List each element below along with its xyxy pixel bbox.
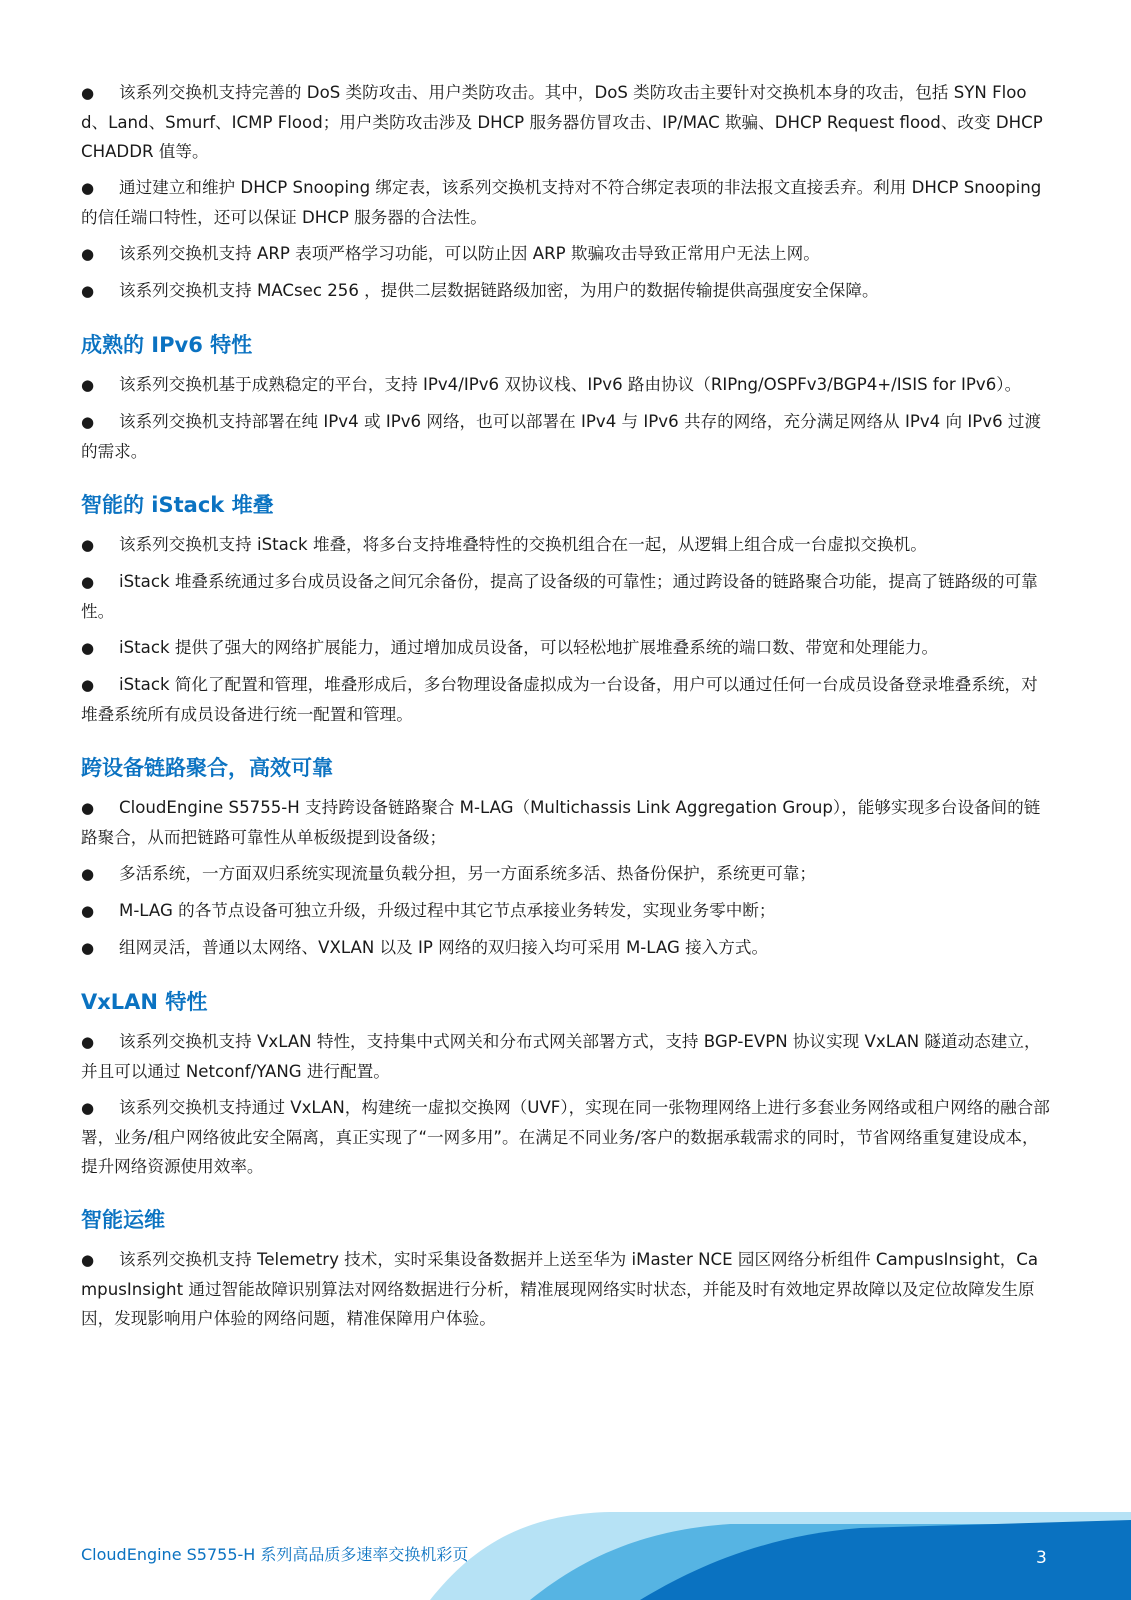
- bullet-dot-icon: ●: [81, 84, 95, 102]
- bullet-dot-icon: ●: [81, 799, 95, 817]
- bullet-text: iStack 堆叠系统通过多台成员设备之间冗余备份，提高了设备级的可靠性；通过跨设备的链路聚合功能，提高了链路级的可靠性。: [81, 572, 1038, 621]
- bullet-dot-icon: ●: [81, 573, 95, 591]
- bullet-dot-icon: ●: [81, 639, 95, 657]
- bullet-dot-icon: ●: [81, 245, 95, 263]
- footer-title: CloudEngine S5755-H 系列高品质多速率交换机彩页: [81, 1545, 469, 1564]
- page-number: 3: [1036, 1548, 1047, 1568]
- bullet-text: 该系列交换机支持 MACsec 256 ，提供二层数据链路级加密，为用户的数据传输提供高强度安全保障。: [119, 281, 879, 300]
- bullet-dot-icon: ●: [81, 1251, 95, 1269]
- bullet-text: 该系列交换机支持完善的 DoS 类防攻击、用户类防攻击。其中，DoS 类防攻击主要针对交换机本身的攻击，包括 SYN Flood、Land、Smurf、ICMP Flood；用户类防攻击涉及 DHCP 服务器仿冒攻击、IP/MAC 欺骗、DHCP Request flood、改变 DHCP CHADDR 值等。: [81, 83, 1043, 161]
- bullet-item: [81, 1093, 1051, 1181]
- bullet-text: 组网灵活，普通以太网络、VXLAN 以及 IP 网络的双归接入均可采用 M-LAG 接入方式。: [119, 938, 769, 957]
- bullet-dot-icon: ●: [81, 902, 95, 920]
- bullet-item: [81, 633, 1051, 663]
- bullet-dot-icon: ●: [81, 413, 95, 431]
- bullet-text: iStack 简化了配置和管理，堆叠形成后，多台物理设备虚拟成为一台设备，用户可以通过任何一台成员设备登录堆叠系统，对堆叠系统所有成员设备进行统一配置和管理。: [81, 675, 1038, 724]
- bullet-text: 多活系统，一方面双归系统实现流量负载分担，另一方面系统多活、热备份保护，系统更可靠；: [119, 864, 816, 883]
- section-heading: 成熟的 IPv6 特性: [81, 333, 253, 357]
- bullet-dot-icon: ●: [81, 179, 95, 197]
- bullet-item: [81, 933, 1051, 963]
- bullet-dot-icon: ●: [81, 939, 95, 957]
- bullet-text: M-LAG 的各节点设备可独立升级，升级过程中其它节点承接业务转发，实现业务零中断；: [119, 901, 776, 920]
- bullet-text: 该系列交换机基于成熟稳定的平台，支持 IPv4/IPv6 双协议栈、IPv6 路由协议（RIPng/OSPFv3/BGP4+/ISIS for IPv6）。: [119, 375, 1022, 394]
- bullet-dot-icon: ●: [81, 376, 95, 394]
- bullet-text: 该系列交换机支持 VxLAN 特性，支持集中式网关和分布式网关部署方式，支持 BGP-EVPN 协议实现 VxLAN 隧道动态建立，并且可以通过 Netconf/YANG 进行配置。: [81, 1032, 1041, 1081]
- bullet-text: 通过建立和维护 DHCP Snooping 绑定表，该系列交换机支持对不符合绑定表项的非法报文直接丢弃。利用 DHCP Snooping 的信任端口特性，还可以保证 DHCP 服务器的合法性。: [81, 178, 1042, 227]
- bullet-text: 该系列交换机支持部署在纯 IPv4 或 IPv6 网络，也可以部署在 IPv4 与 IPv6 共存的网络，充分满足网络从 IPv4 向 IPv6 过渡的需求。: [81, 412, 1042, 461]
- bullet-item: [81, 1027, 1051, 1086]
- bullet-text: 该系列交换机支持 Telemetry 技术，实时采集设备数据并上送至华为 iMaster NCE 园区网络分析组件 CampusInsight，CampusInsight 通过智能故障识别算法对网络数据进行分析，精准展现网络实时状态，并能及时有效地定界故障以及定位故障发生原因，发现影响用户体验的网络问题，精准保障用户体验。: [81, 1250, 1039, 1328]
- bullet-text: 该系列交换机支持通过 VxLAN，构建统一虚拟交换网（UVF），实现在同一张物理网络上进行多套业务网络或租户网络的融合部署，业务/租户网络彼此安全隔离，真正实现了“一网多用”。在满足不同业务/客户的数据承载需求的同时，节省网络重复建设成本，提升网络资源使用效率。: [81, 1098, 1050, 1176]
- bullet-item: [81, 78, 1051, 166]
- bullet-item: [81, 530, 1051, 560]
- bullet-item: [81, 276, 1051, 306]
- section-heading: 智能运维: [81, 1208, 165, 1232]
- bullet-text: 该系列交换机支持 ARP 表项严格学习功能，可以防止因 ARP 欺骗攻击导致正常用户无法上网。: [119, 244, 820, 263]
- bullet-item: [81, 567, 1051, 626]
- bullet-dot-icon: ●: [81, 1033, 95, 1051]
- bullet-dot-icon: ●: [81, 536, 95, 554]
- section-heading: 智能的 iStack 堆叠: [81, 493, 274, 517]
- bullet-dot-icon: ●: [81, 676, 95, 694]
- bullet-item: [81, 859, 1051, 889]
- bullet-item: [81, 670, 1051, 729]
- bullet-item: [81, 896, 1051, 926]
- bullet-dot-icon: ●: [81, 865, 95, 883]
- bullet-item: [81, 407, 1051, 466]
- bullet-item: [81, 793, 1051, 852]
- bullet-item: [81, 1245, 1051, 1333]
- section-heading: VxLAN 特性: [81, 990, 208, 1014]
- bullet-item: [81, 173, 1051, 232]
- bullet-item: [81, 239, 1051, 269]
- bullet-text: iStack 提供了强大的网络扩展能力，通过增加成员设备，可以轻松地扩展堆叠系统的端口数、带宽和处理能力。: [119, 638, 939, 657]
- document-body: [81, 78, 1051, 1340]
- section-heading: 跨设备链路聚合，高效可靠: [81, 756, 333, 780]
- bullet-dot-icon: ●: [81, 282, 95, 300]
- bullet-dot-icon: ●: [81, 1099, 95, 1117]
- bullet-text: 该系列交换机支持 iStack 堆叠，将多台支持堆叠特性的交换机组合在一起，从逻辑上组合成一台虚拟交换机。: [119, 535, 927, 554]
- bullet-item: [81, 370, 1051, 400]
- bullet-text: CloudEngine S5755-H 支持跨设备链路聚合 M-LAG（Multichassis Link Aggregation Group），能够实现多台设备间的链路聚合，从而把链路可靠性从单板级提到设备级；: [81, 798, 1041, 847]
